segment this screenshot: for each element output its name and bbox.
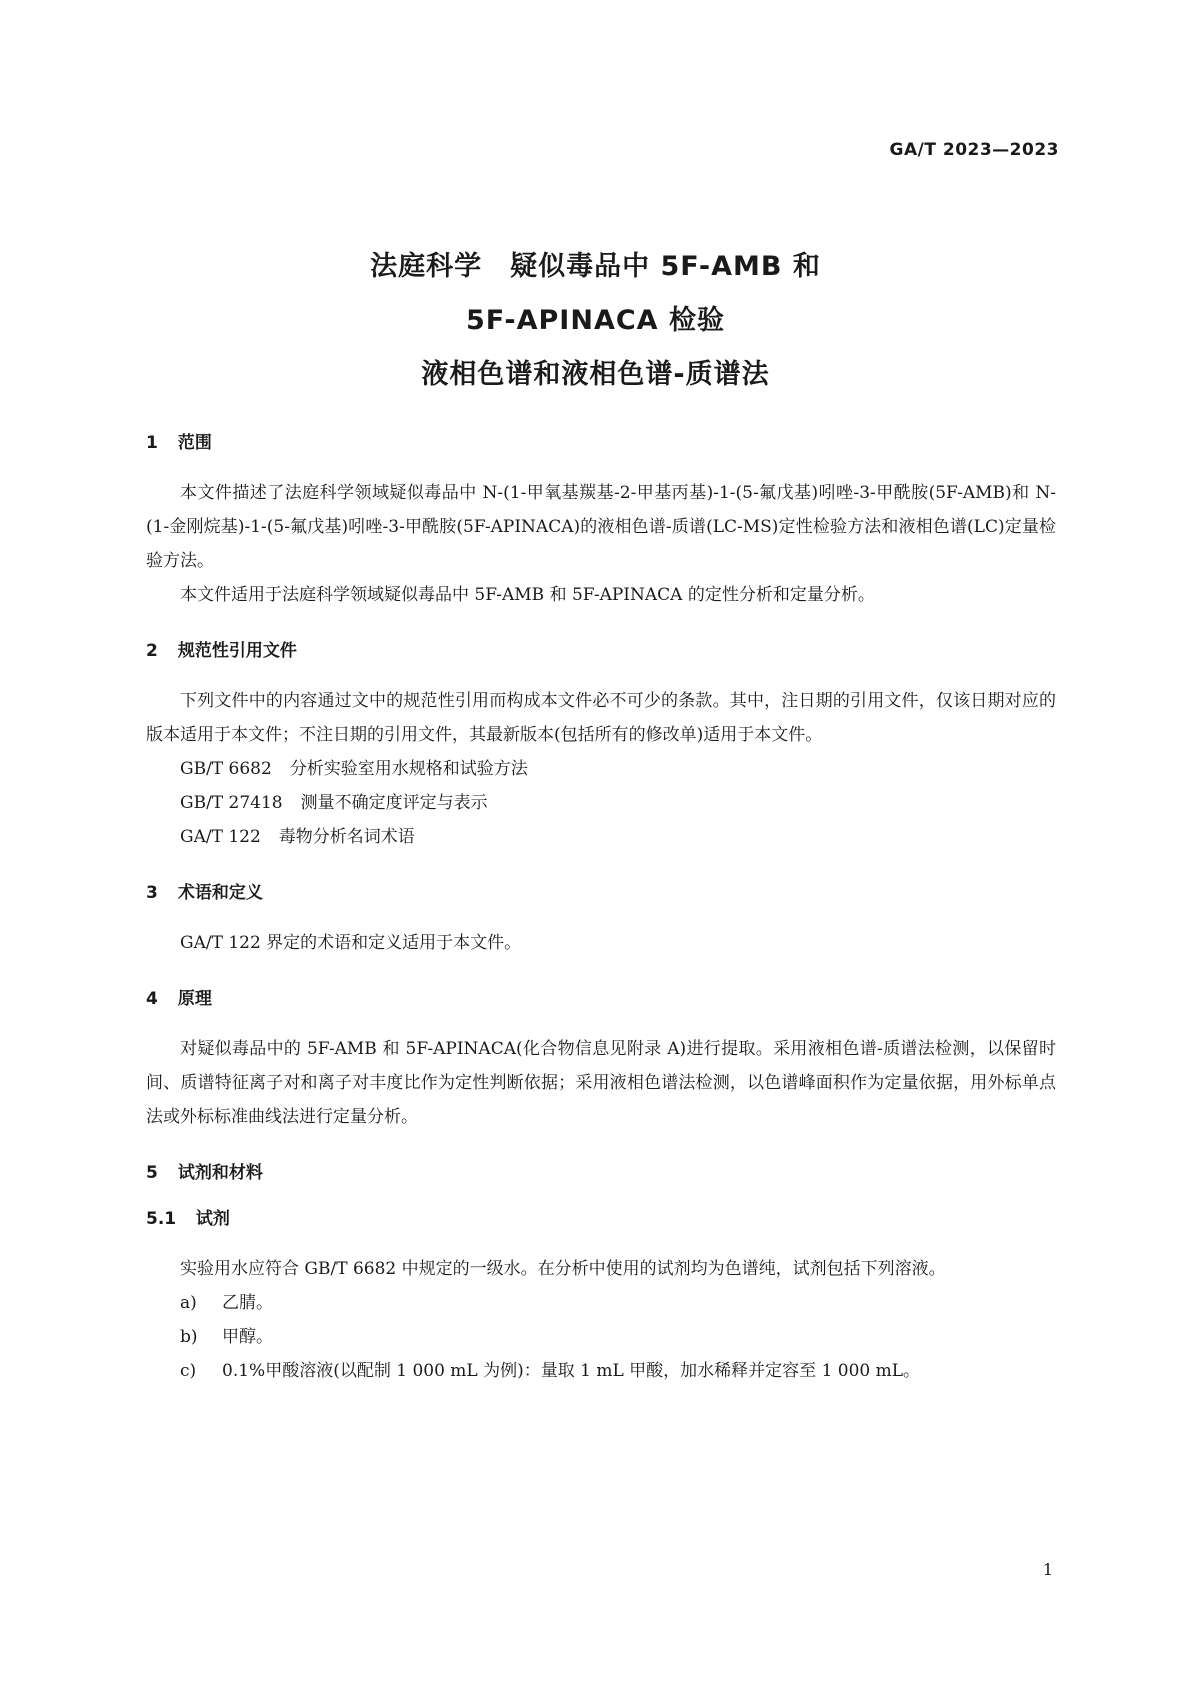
section-heading-normative-references [146,638,1056,664]
title-line-3: 液相色谱和液相色谱-质谱法 [421,359,770,390]
list-marker: b) [180,1327,198,1347]
section-title: 原理 [177,989,212,1009]
paragraph: 本文件适用于法庭科学领域疑似毒品中 5F-AMB 和 5F-APINACA 的定性分析和定量分析。 [180,585,875,605]
section-number: 1 [146,433,158,453]
list-item [146,1320,1056,1354]
section-title: 范围 [177,433,212,453]
page-number: 1 [1042,1560,1053,1579]
title-line-1: 法庭科学 疑似毒品中 5F-AMB 和 [370,251,821,282]
list-marker: a) [180,1293,197,1313]
reference-code: GB/T 6682 [180,759,272,779]
reference-title: 毒物分析名词术语 [278,827,415,847]
list-marker: c) [180,1361,197,1381]
reference-title: 分析实验室用水规格和试验方法 [289,759,528,779]
section-title: 试剂和材料 [177,1163,263,1183]
section-heading-scope [146,430,1056,456]
reference-item [146,820,1056,854]
reference-item [146,752,1056,786]
reference-title: 测量不确定度评定与表示 [300,793,488,813]
list-item [146,1286,1056,1320]
paragraph: 对疑似毒品中的 5F-AMB 和 5F-APINACA(化合物信息见附录 A)进行提取。采用液相色谱-质谱法检测，以保留时间、质谱特征离子对和离子对丰度比作为定性判断依据；采用液相色谱法检测，以色谱峰面积作为定量依据，用外标单点法或外标标准曲线法进行定量分析。 [146,1039,1056,1127]
document-code: GA/T 2023—2023 [889,140,1059,160]
document-title [0,240,1191,402]
list-item [146,1354,1056,1388]
list-item-text: 乙腈。 [222,1293,273,1313]
section-title: 规范性引用文件 [177,641,297,661]
title-line-2: 5F-APINACA 检验 [466,305,725,336]
section-heading-reagents [146,1160,1056,1186]
subsection-heading-reagents [146,1206,1056,1232]
paragraph: 本文件描述了法庭科学领域疑似毒品中 N-(1-甲氧基羰基-2-甲基丙基)-1-(5-氟戊基)吲唑-3-甲酰胺(5F-AMB)和 N-(1-金刚烷基)-1-(5-氟戊基)吲唑-3-甲酰胺(5F-APINACA)的液相色谱-质谱(LC-MS)定性检验方法和液相色谱(LC)定量检验方法。 [146,483,1056,571]
section-heading-principle [146,986,1056,1012]
subsection-number: 5.1 [146,1209,177,1229]
section-title: 术语和定义 [177,883,263,903]
list-item-text: 0.1%甲酸溶液(以配制 1 000 mL 为例)：量取 1 mL 甲酸，加水稀释并定容至 1 000 mL。 [222,1361,921,1381]
reference-code: GA/T 122 [180,827,261,847]
section-number: 2 [146,641,158,661]
section-heading-terms [146,880,1056,906]
paragraph: 实验用水应符合 GB/T 6682 中规定的一级水。在分析中使用的试剂均为色谱纯，试剂包括下列溶液。 [180,1259,946,1279]
section-number: 4 [146,989,158,1009]
reference-code: GB/T 27418 [180,793,283,813]
paragraph: GA/T 122 界定的术语和定义适用于本文件。 [180,933,522,953]
section-number: 3 [146,883,158,903]
paragraph: 下列文件中的内容通过文中的规范性引用而构成本文件必不可少的条款。其中，注日期的引用文件，仅该日期对应的版本适用于本文件；不注日期的引用文件，其最新版本(包括所有的修改单)适用于本文件。 [146,691,1056,745]
document-body [146,430,1056,1388]
section-number: 5 [146,1163,158,1183]
list-item-text: 甲醇。 [222,1327,273,1347]
reference-item [146,786,1056,820]
subsection-title: 试剂 [195,1209,230,1229]
